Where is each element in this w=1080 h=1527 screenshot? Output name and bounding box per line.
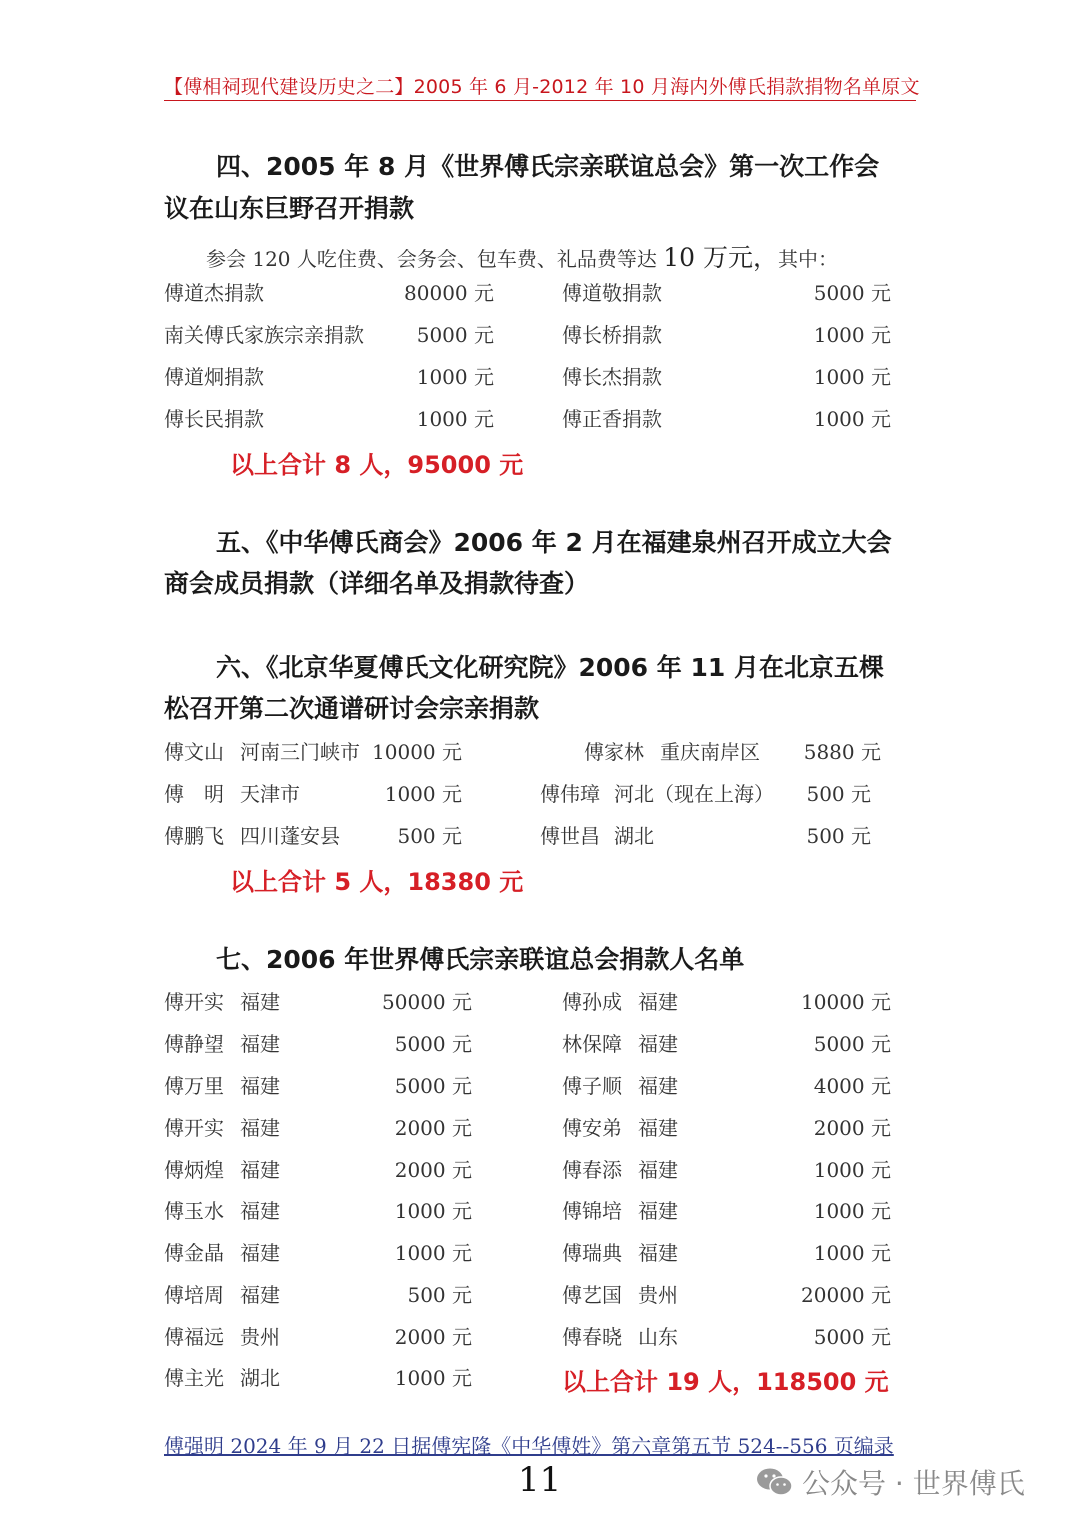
donor-place: 福建 <box>240 1158 280 1182</box>
section5-heading-line2: 商会成员捐款（详细名单及捐款待查） <box>164 569 590 598</box>
donor-amount: 2000 元 <box>813 1116 891 1140</box>
donor-amount: 80000 元 <box>404 281 494 305</box>
donor-name: 傅炳煌 <box>164 1158 224 1182</box>
donor-amount: 500 元 <box>806 824 871 848</box>
donor-amount: 1000 元 <box>384 782 462 806</box>
donor-place: 福建 <box>240 1283 280 1307</box>
donor-name: 傅长民捐款 <box>164 407 264 431</box>
section7-heading: 七、2006 年世界傅氏宗亲联谊总会捐款人名单 <box>216 945 745 974</box>
donor-name: 傅艺国 <box>562 1283 622 1307</box>
donor-name: 傅 明 <box>164 782 224 806</box>
donor-amount: 1000 元 <box>813 407 891 431</box>
donor-place: 河南三门峡市 <box>240 740 360 764</box>
section4-total: 以上合计 8 人，95000 元 <box>230 451 524 479</box>
source-note-link[interactable]: 傅强明 2024 年 9 月 22 日据傅宪隆《中华傅姓》第六章第五节 524--556 页编录 <box>164 1434 894 1458</box>
donor-amount: 1000 元 <box>416 365 494 389</box>
donor-amount: 1000 元 <box>394 1241 472 1265</box>
donor-amount: 2000 元 <box>394 1116 472 1140</box>
donor-place: 福建 <box>240 990 280 1014</box>
section6-heading-line2: 松召开第二次通谱研讨会宗亲捐款 <box>164 694 540 723</box>
donor-place: 天津市 <box>240 782 300 806</box>
donor-amount: 500 元 <box>407 1283 472 1307</box>
donor-amount: 2000 元 <box>394 1158 472 1182</box>
donor-name: 傅长杰捐款 <box>562 365 662 389</box>
donor-name: 傅鹏飞 <box>164 824 224 848</box>
donor-name: 林保障 <box>562 1032 622 1056</box>
section4-heading-line1: 四、2005 年 8 月《世界傅氏宗亲联谊总会》第一次工作会 <box>216 152 880 181</box>
watermark-text: 公众号 · 世界傅氏 <box>802 1467 1025 1500</box>
donor-name: 傅子顺 <box>562 1074 622 1098</box>
donor-amount: 5000 元 <box>813 1032 891 1056</box>
donor-amount: 1000 元 <box>394 1366 472 1390</box>
wechat-icon <box>756 1467 794 1497</box>
donor-amount: 10000 元 <box>372 740 462 764</box>
donor-amount: 50000 元 <box>382 990 472 1014</box>
donor-amount: 1000 元 <box>813 365 891 389</box>
donor-amount: 1000 元 <box>394 1199 472 1223</box>
donor-name: 南关傅氏家族宗亲捐款 <box>164 323 364 347</box>
donor-place: 福建 <box>638 1032 678 1056</box>
section5-heading-line1: 五、《中华傅氏商会》2006 年 2 月在福建泉州召开成立大会 <box>216 528 892 557</box>
donor-name: 傅孙成 <box>562 990 622 1014</box>
donor-place: 重庆南岸区 <box>660 740 760 764</box>
intro-suffix: 其中： <box>778 247 839 271</box>
donor-place: 河北（现在上海） <box>614 782 774 806</box>
donor-place: 福建 <box>638 990 678 1014</box>
section6-heading-line1: 六、《北京华夏傅氏文化研究院》2006 年 11 月在北京五棵 <box>216 653 884 682</box>
donor-amount: 1000 元 <box>416 407 494 431</box>
section4-intro <box>206 238 838 274</box>
donor-place: 福建 <box>638 1158 678 1182</box>
intro-prefix: 参会 120 人吃住费、会务会、包车费、礼品费等达 <box>206 247 657 271</box>
donor-name: 傅开实 <box>164 1116 224 1140</box>
donor-name: 傅道敬捐款 <box>562 281 662 305</box>
donor-name: 傅春添 <box>562 1158 622 1182</box>
donor-amount: 5000 元 <box>416 323 494 347</box>
donor-place: 湖北 <box>240 1366 280 1390</box>
donor-name: 傅正香捐款 <box>562 407 662 431</box>
donor-place: 贵州 <box>638 1283 678 1307</box>
donor-place: 福建 <box>240 1032 280 1056</box>
watermark <box>756 1462 1025 1502</box>
section7-total: 以上合计 19 人，118500 元 <box>562 1368 889 1396</box>
donor-amount: 500 元 <box>397 824 462 848</box>
donor-name: 傅瑞典 <box>562 1241 622 1265</box>
donor-name: 傅春晓 <box>562 1325 622 1349</box>
donor-amount: 1000 元 <box>813 1199 891 1223</box>
donor-amount: 1000 元 <box>813 1241 891 1265</box>
donor-place: 湖北 <box>614 824 654 848</box>
donor-amount: 5000 元 <box>394 1074 472 1098</box>
donor-name: 傅玉水 <box>164 1199 224 1223</box>
section4-heading-line2: 议在山东巨野召开捐款 <box>164 194 415 223</box>
donor-place: 福建 <box>638 1116 678 1140</box>
donor-amount: 5000 元 <box>394 1032 472 1056</box>
donor-name: 傅开实 <box>164 990 224 1014</box>
donor-name: 傅金晶 <box>164 1241 224 1265</box>
donor-place: 福建 <box>638 1241 678 1265</box>
donor-amount: 10000 元 <box>801 990 891 1014</box>
donor-name: 傅世昌 <box>540 824 600 848</box>
section6-total: 以上合计 5 人，18380 元 <box>230 868 524 896</box>
donor-amount: 2000 元 <box>394 1325 472 1349</box>
donor-amount: 5880 元 <box>803 740 881 764</box>
donor-amount: 5000 元 <box>813 281 891 305</box>
donor-place: 贵州 <box>240 1325 280 1349</box>
donor-amount: 1000 元 <box>813 323 891 347</box>
donor-amount: 20000 元 <box>801 1283 891 1307</box>
donor-name: 傅家林 <box>584 740 644 764</box>
donor-name: 傅万里 <box>164 1074 224 1098</box>
donor-name: 傅文山 <box>164 740 224 764</box>
donor-amount: 4000 元 <box>813 1074 891 1098</box>
donor-name: 傅福远 <box>164 1325 224 1349</box>
donor-place: 山东 <box>638 1325 678 1349</box>
donor-amount: 500 元 <box>806 782 871 806</box>
donor-name: 傅长桥捐款 <box>562 323 662 347</box>
page-number: 11 <box>518 1460 562 1500</box>
donor-name: 傅静望 <box>164 1032 224 1056</box>
donor-name: 傅锦培 <box>562 1199 622 1223</box>
donor-name: 傅安弟 <box>562 1116 622 1140</box>
document-header-title: 【傅相祠现代建设历史之二】2005 年 6 月-2012 年 10 月海内外傅氏捐款捐物名单原文 <box>164 74 916 101</box>
donor-amount: 1000 元 <box>813 1158 891 1182</box>
donor-place: 福建 <box>240 1199 280 1223</box>
donor-name: 傅道炯捐款 <box>164 365 264 389</box>
donor-name: 傅伟璋 <box>540 782 600 806</box>
donor-place: 福建 <box>240 1116 280 1140</box>
donor-name: 傅主光 <box>164 1366 224 1390</box>
donor-name: 傅培周 <box>164 1283 224 1307</box>
donor-place: 四川蓬安县 <box>240 824 340 848</box>
donor-place: 福建 <box>638 1074 678 1098</box>
intro-amount: 10 万元， <box>663 243 779 272</box>
donor-place: 福建 <box>638 1199 678 1223</box>
donor-place: 福建 <box>240 1241 280 1265</box>
donor-name: 傅道杰捐款 <box>164 281 264 305</box>
donor-amount: 5000 元 <box>813 1325 891 1349</box>
donor-place: 福建 <box>240 1074 280 1098</box>
